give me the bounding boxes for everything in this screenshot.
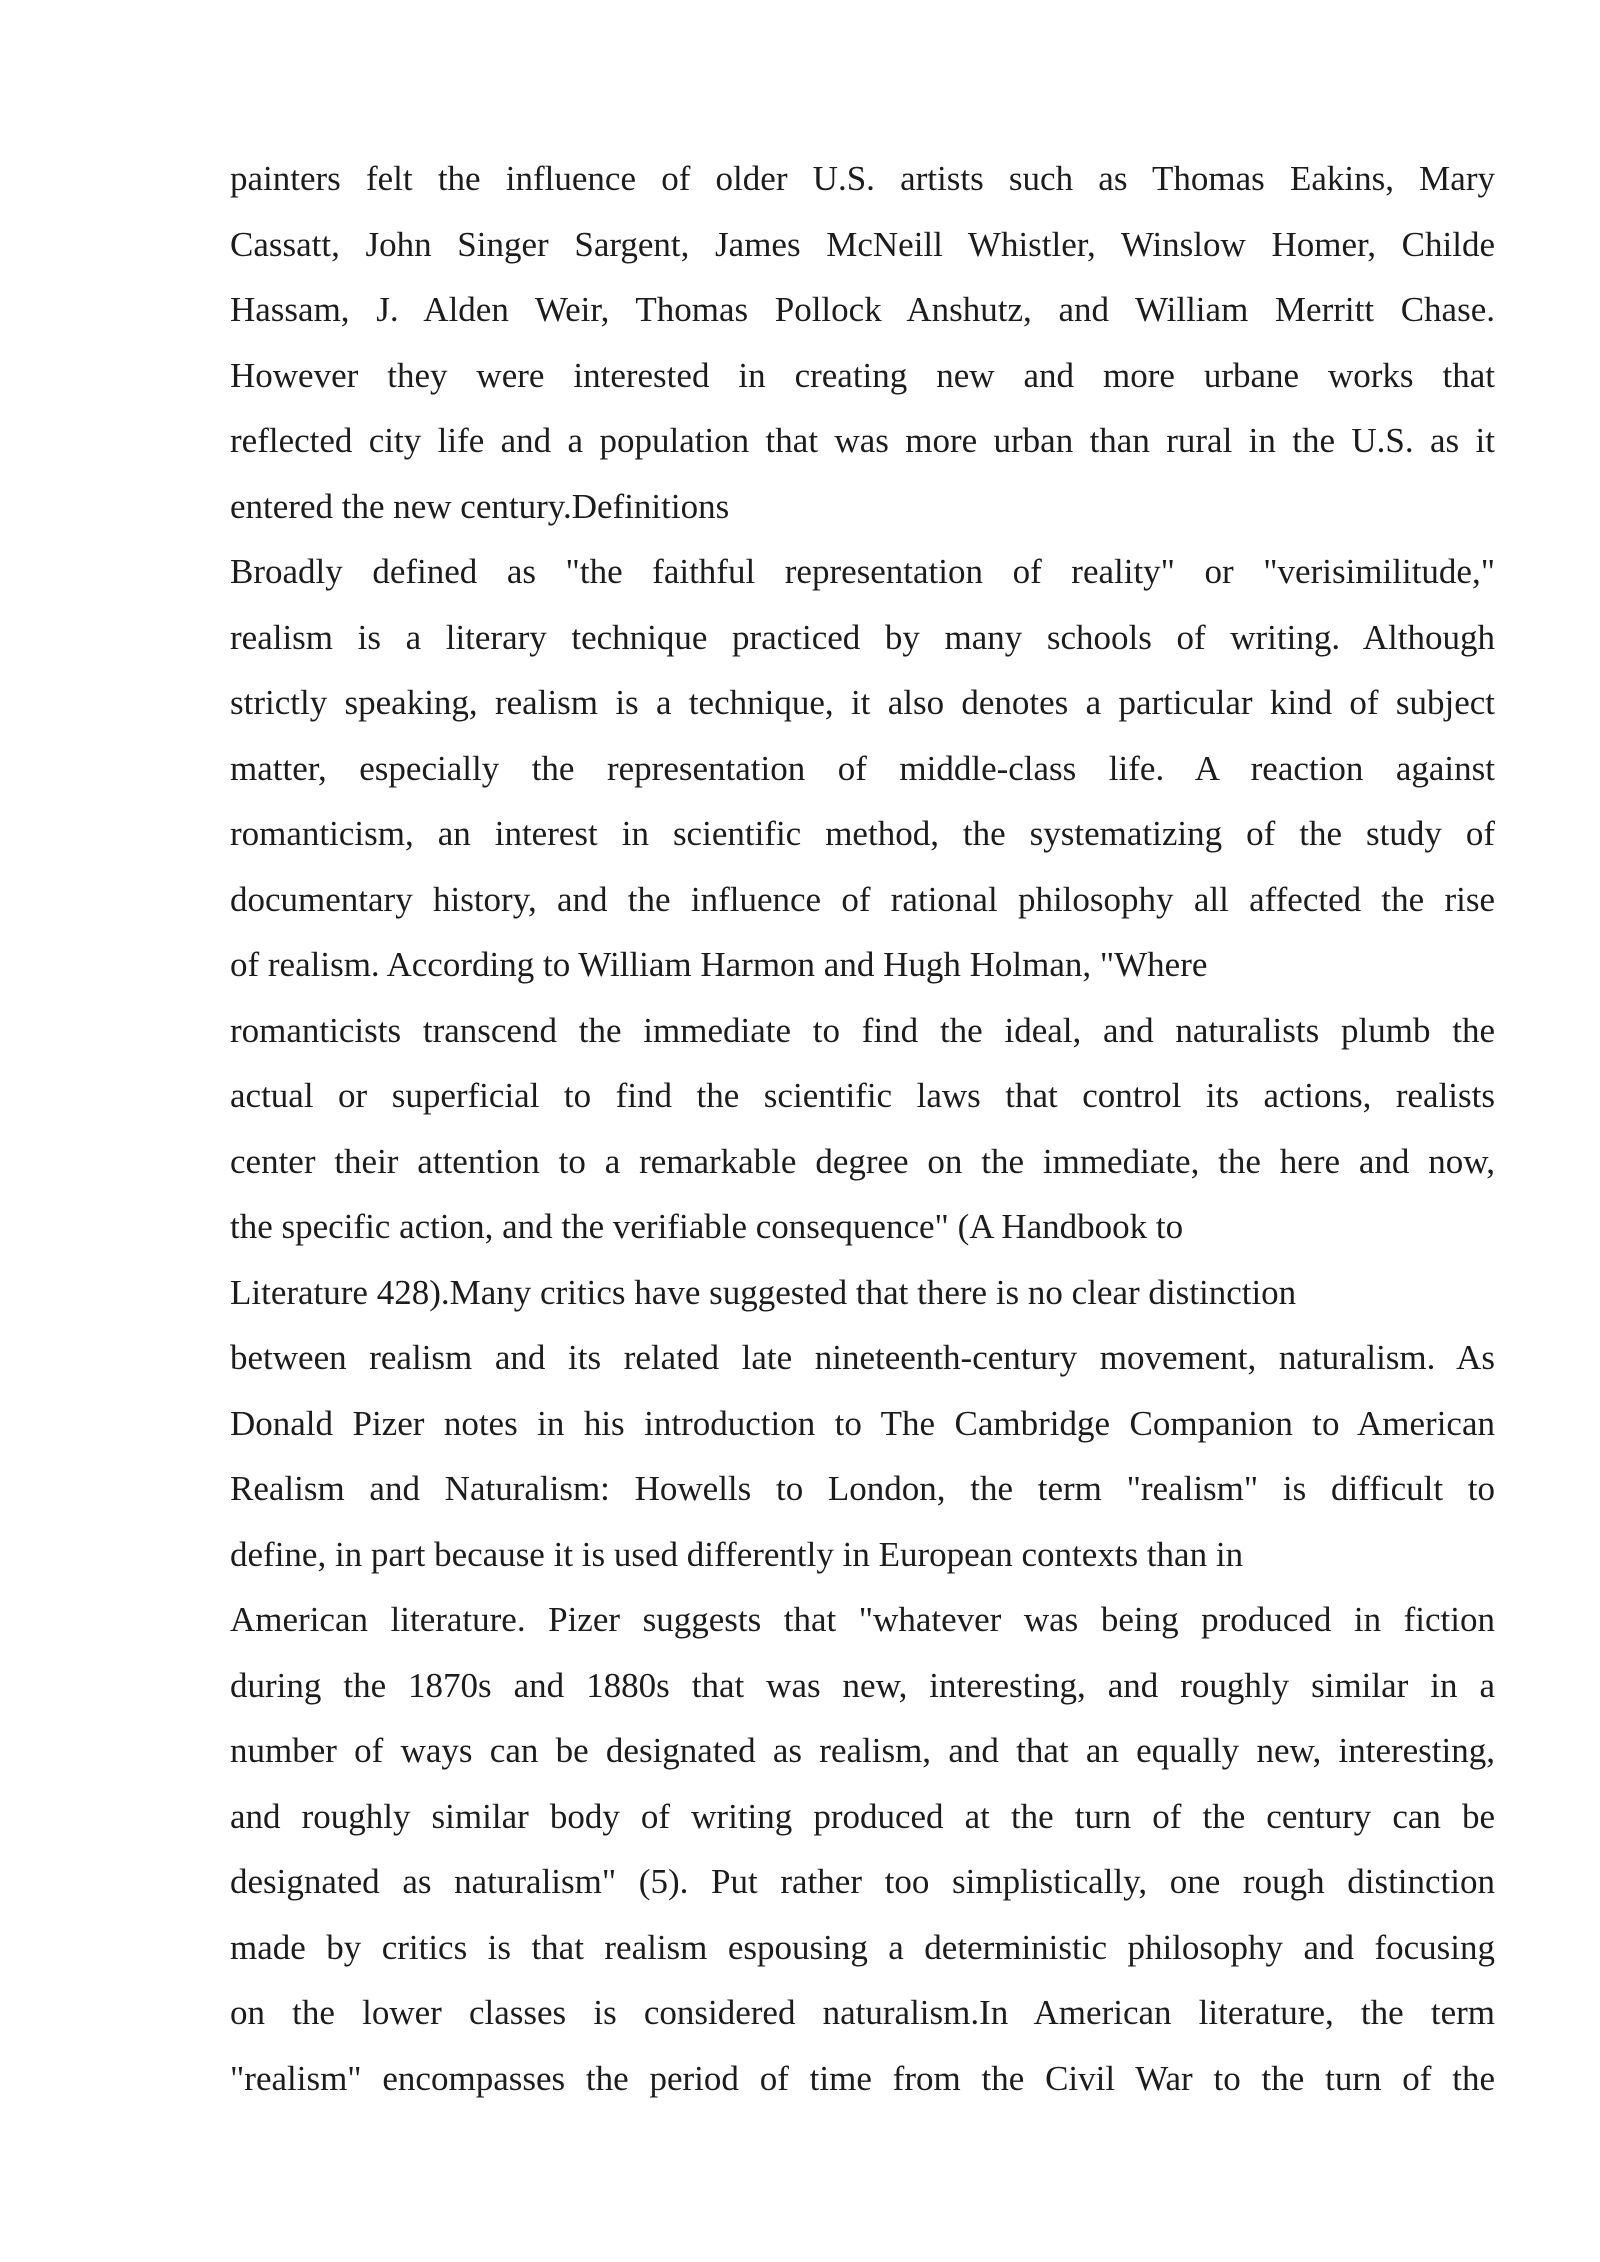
text-line: "realism" encompasses the period of time from the Civil War to the turn of the <box>230 2058 1495 2098</box>
text-line: romanticists transcend the immediate to find the ideal, and naturalists plumb the <box>230 1010 1495 1050</box>
text-line: center their attention to a remarkable degree on the immediate, the here and now, <box>230 1141 1495 1181</box>
text-line: realism is a literary technique practiced by many schools of writing. Although <box>230 617 1495 657</box>
text-line: the specific action, and the verifiable consequence" (A Handbook to <box>230 1207 1184 1246</box>
text-line: Hassam, J. Alden Weir, Thomas Pollock Anshutz, and William Merritt Chase. <box>230 290 1495 329</box>
text-line: painters felt the influence of older U.S. artists such as Thomas Eakins, Mary <box>230 159 1495 198</box>
text-line: reflected city life and a population that was more urban than rural in the U.S. as it <box>230 421 1495 460</box>
text-line: designated as naturalism" (5). Put rather too simplistically, one rough distinction <box>230 1862 1495 1901</box>
text-line: between realism and its related late nineteenth-century movement, naturalism. As <box>230 1338 1495 1377</box>
text-line: on the lower classes is considered naturalism.In American literature, the term <box>230 1993 1495 2032</box>
text-line: romanticism, an interest in scientific method, the systematizing of the study of <box>230 814 1495 853</box>
text-line: during the 1870s and 1880s that was new, interesting, and roughly similar in a <box>230 1665 1495 1705</box>
text-line: number of ways can be designated as realism, and that an equally new, interesting, <box>230 1731 1495 1770</box>
text-line: matter, especially the representation of middle-class life. A reaction against <box>230 748 1495 788</box>
text-line: actual or superficial to find the scientific laws that control its actions, realists <box>230 1076 1495 1115</box>
text-line: Realism and Naturalism: Howells to London, the term "realism" is difficult to <box>230 1469 1495 1508</box>
text-line: strictly speaking, realism is a technique, it also denotes a particular kind of subject <box>230 683 1495 722</box>
text-line: However they were interested in creating new and more urbane works that <box>230 355 1495 395</box>
text-line: Literature 428).Many critics have suggested that there is no clear distinction <box>230 1272 1297 1312</box>
text-line: Cassatt, John Singer Sargent, James McNeill Whistler, Winslow Homer, Childe <box>230 224 1495 264</box>
text-line: define, in part because it is used differently in European contexts than in <box>230 1534 1244 1574</box>
text-line: Donald Pizer notes in his introduction to The Cambridge Companion to American <box>230 1403 1495 1443</box>
text-line: American literature. Pizer suggests that "whatever was being produced in fiction <box>230 1600 1495 1639</box>
text-line: documentary history, and the influence of rational philosophy all affected the rise <box>230 879 1495 919</box>
text-line: entered the new century.Definitions <box>230 486 730 526</box>
text-line: Broadly defined as "the faithful representation of reality" or "verisimilitude," <box>230 552 1495 591</box>
text-line: and roughly similar body of writing produced at the turn of the century can be <box>230 1796 1495 1836</box>
body-text <box>230 146 1495 2111</box>
text-line: of realism. According to William Harmon and Hugh Holman, "Where <box>230 945 1208 984</box>
text-line: made by critics is that realism espousing a deterministic philosophy and focusing <box>230 1927 1495 1967</box>
